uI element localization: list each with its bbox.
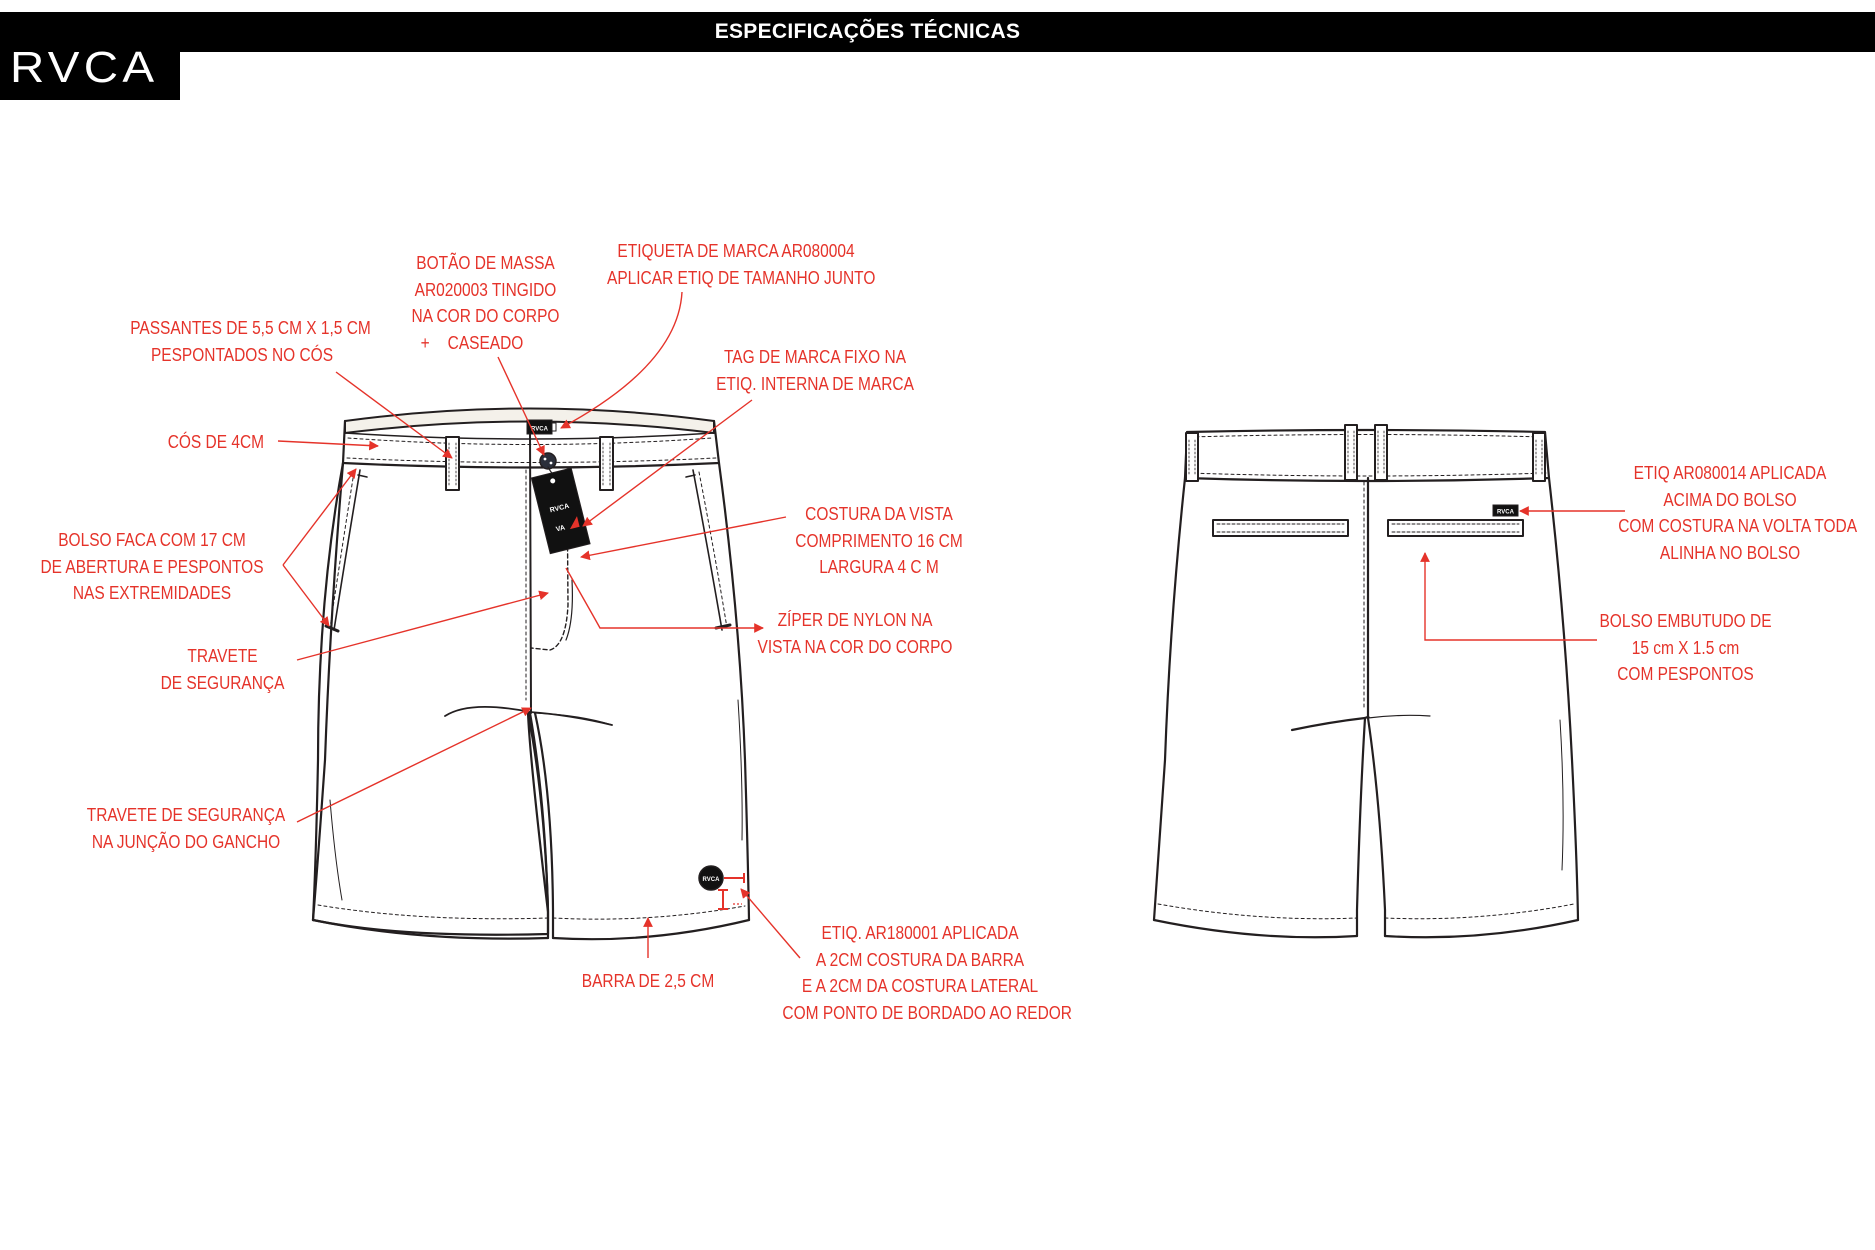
annotation-line: LARGURA 4 C M [819,557,939,577]
annotation-bolso-faca [38,527,265,607]
annotation-line: TAG DE MARCA FIXO NA [723,347,907,367]
hem-patch [699,866,744,909]
annotation-line: NA COR DO CORPO [411,306,560,326]
annotation-botao [410,250,561,356]
annotation-line: AR020003 TINGIDO [414,279,557,300]
annotation-etiqueta-marca [607,238,876,291]
annotation-line: COM PONTO DE BORDADO AO REDOR [782,1002,1072,1023]
page-title: ESPECIFICAÇÕES TÉCNICAS [714,20,1021,43]
annotation-line: ZÍPER DE NYLON NA [777,610,933,630]
annotation-line: ALINHA NO BOLSO [1659,542,1801,563]
annotation-line: COM PESPONTOS [1617,664,1754,684]
annotation-line [410,330,561,357]
back-label-text: RVCA [1497,509,1514,516]
hem-patch-text: RVCA [702,877,720,883]
annotation-plus: + [420,332,430,353]
annotation-line: ETIQ AR080014 APLICADA [1633,463,1827,483]
annotation-line: DE ABERTURA E PESPONTOS [40,556,264,577]
annotation-caseado: CASEADO [447,332,524,353]
annotation-line: VISTA NA COR DO CORPO [757,636,953,657]
brand-logo-text: RVCA [10,43,159,92]
annotation-travete-gancho [83,802,289,855]
annotation-ziper [752,607,958,660]
annotation-travete [152,643,294,696]
annotation-line: BOLSO FACA COM 17 CM [58,530,246,550]
annotation-passantes [130,315,371,368]
annotation-line: PASSANTES DE 5,5 CM X 1,5 CM [130,318,371,338]
annotation-line: BARRA DE 2,5 CM [581,971,715,991]
annotation-cos [168,429,263,456]
annotation-line: BOLSO EMBUTUDO DE [1599,611,1772,631]
annotation-tag-marca [716,344,914,397]
annotation-line: NA JUNÇÃO DO GANCHO [91,831,281,852]
front-waist-label-text: RVCA [531,426,548,433]
annotation-line: PESPONTADOS NO CÓS [150,344,334,365]
shorts-front-view [313,409,749,940]
annotation-line: CÓS DE 4CM [167,432,265,452]
annotation-line: ACIMA DO BOLSO [1663,489,1797,510]
hang-tag-top-text: RVCA [549,502,571,515]
annotation-barra [577,968,720,995]
annotation-bolso-embutido [1593,608,1778,688]
hang-tag-bottom-text: VA [555,524,566,534]
annotation-line: 15 cm X 1.5 cm [1631,637,1740,658]
annotation-line: COM COSTURA NA VOLTA TODA [1618,516,1858,536]
annotation-line: APLICAR ETIQ DE TAMANHO JUNTO [607,267,876,288]
annotation-line: COSTURA DA VISTA [805,504,953,524]
annotation-line: DE SEGURANÇA [160,672,285,693]
annotation-line: ETIQ. INTERNA DE MARCA [716,373,914,394]
shorts-back-view [1154,425,1578,937]
annotation-line: E A 2CM DA COSTURA LATERAL [801,976,1039,996]
annotation-costura-vista [789,501,970,581]
annotation-line: A 2CM COSTURA DA BARRA [815,949,1025,970]
annotation-line: COMPRIMENTO 16 CM [795,530,963,551]
annotation-line: ETIQ. AR180001 APLICADA [821,923,1019,943]
back-label [1493,505,1518,516]
annotation-line: BOTÃO DE MASSA [416,253,555,273]
hang-tag [531,468,590,554]
annotation-etiq-ar080014 [1618,460,1858,566]
annotation-line: TRAVETE [187,646,258,666]
annotation-line: ETIQUETA DE MARCA AR080004 [617,241,855,261]
annotation-line: NAS EXTREMIDADES [72,583,232,603]
annotation-line: TRAVETE DE SEGURANÇA [86,805,286,825]
annotation-etiq-ar180001 [782,920,1072,1026]
